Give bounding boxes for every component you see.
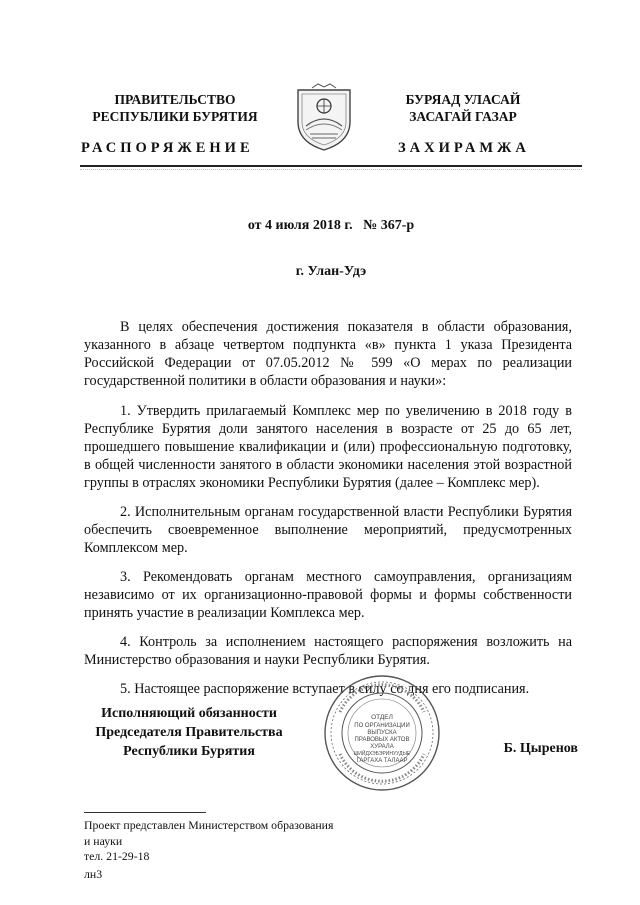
signatory-title-line3: Республики Бурятия bbox=[123, 744, 255, 759]
header-left bbox=[80, 91, 270, 125]
item-5: 5. Настоящее распоряжение вступает в силу со дня его подписания. bbox=[120, 681, 530, 697]
header-right bbox=[368, 91, 558, 125]
buryat-government-line2: ЗАСАГАЙ ГАЗАР bbox=[409, 109, 517, 124]
signatory-name: Б. Цыренов bbox=[503, 741, 578, 756]
item-2: 2. Исполнительным органам государственной власти Республики Бурятия обеспечить своевременное выполнение мероприятий, предусмотренных Комплексом мер. bbox=[84, 504, 572, 556]
footer-note bbox=[84, 818, 384, 865]
government-name-line2: РЕСПУБЛИКИ БУРЯТИЯ bbox=[92, 109, 258, 124]
header-dotted-divider bbox=[80, 169, 582, 170]
footer-line2: и науки bbox=[84, 833, 123, 848]
svg-text:ВЫПУСКА: ВЫПУСКА bbox=[367, 730, 397, 736]
intro-paragraph: В целях обеспечения достижения показателя в области образования, указанного в абзаце четвертом подпункта «в» пункта 1 указа Президента Российской Федерации от 07.05.2012 № 599 «О мерах по реализации государственной политики в области образования и науки»: bbox=[84, 319, 572, 389]
document-body bbox=[84, 318, 572, 709]
item-1: 1. Утвердить прилагаемый Комплекс мер по увеличению в 2018 году в Республике Бурятия доли занятого населения в возрасте от 25 до 65 лет, прошедшего повышение квалификации и (или) профессиональную подготовку, в общей численности занятого в области экономики населения этой возрастной группы в отраслях экономики Республики Бурятия (далее – Комплекс мер). bbox=[84, 403, 572, 491]
item-3: 3. Рекомендовать органам местного самоуправления, организациям независимо от их организационно-правовой формы и формы собственности принять участие в реализации Комплекса мер. bbox=[84, 569, 572, 621]
signatory-title bbox=[84, 704, 294, 761]
document-type-left: РАСПОРЯЖЕНИЕ bbox=[81, 140, 254, 156]
item-4: 4. Контроль за исполнением настоящего распоряжения возложить на Министерство образования и науки Республики Бурятия. bbox=[84, 634, 572, 668]
footer-code: лн3 bbox=[84, 867, 103, 881]
signatory-title-line1: Исполняющий обязанности bbox=[101, 706, 277, 721]
svg-text:ГАРГАХА ТАЛААР: ГАРГАХА ТАЛААР bbox=[356, 758, 408, 764]
government-name-line1: ПРАВИТЕЛЬСТВО bbox=[114, 92, 236, 107]
official-seal-icon bbox=[322, 672, 442, 794]
document-date-number: от 4 июля 2018 г. № 367-р bbox=[247, 218, 415, 233]
document-type-right: ЗАХИРАМЖА bbox=[398, 140, 530, 156]
buryat-government-line1: БУРЯАД УЛАСАЙ bbox=[405, 92, 521, 107]
svg-text:ПО ОРГАНИЗАЦИИ: ПО ОРГАНИЗАЦИИ bbox=[354, 723, 410, 729]
svg-text:ШИЙДХЭБЭРИНУУДЫЕ: ШИЙДХЭБЭРИНУУДЫЕ bbox=[353, 751, 411, 757]
coat-of-arms-icon bbox=[292, 82, 356, 152]
signatory-title-line2: Председателя Правительства bbox=[95, 725, 283, 740]
svg-text:ХУРАЛА: ХУРАЛА bbox=[370, 744, 394, 750]
svg-text:ПРАВОВЫХ АКТОВ: ПРАВОВЫХ АКТОВ bbox=[354, 737, 410, 743]
svg-text:ОТДЕЛ: ОТДЕЛ bbox=[371, 714, 393, 721]
footer-divider bbox=[84, 812, 206, 813]
document-city: г. Улан-Удэ bbox=[295, 264, 367, 279]
footer-phone: тел. 21-29-18 bbox=[84, 849, 150, 863]
header-divider bbox=[80, 165, 582, 167]
footer-line1: Проект представлен Министерством образования bbox=[84, 818, 334, 832]
